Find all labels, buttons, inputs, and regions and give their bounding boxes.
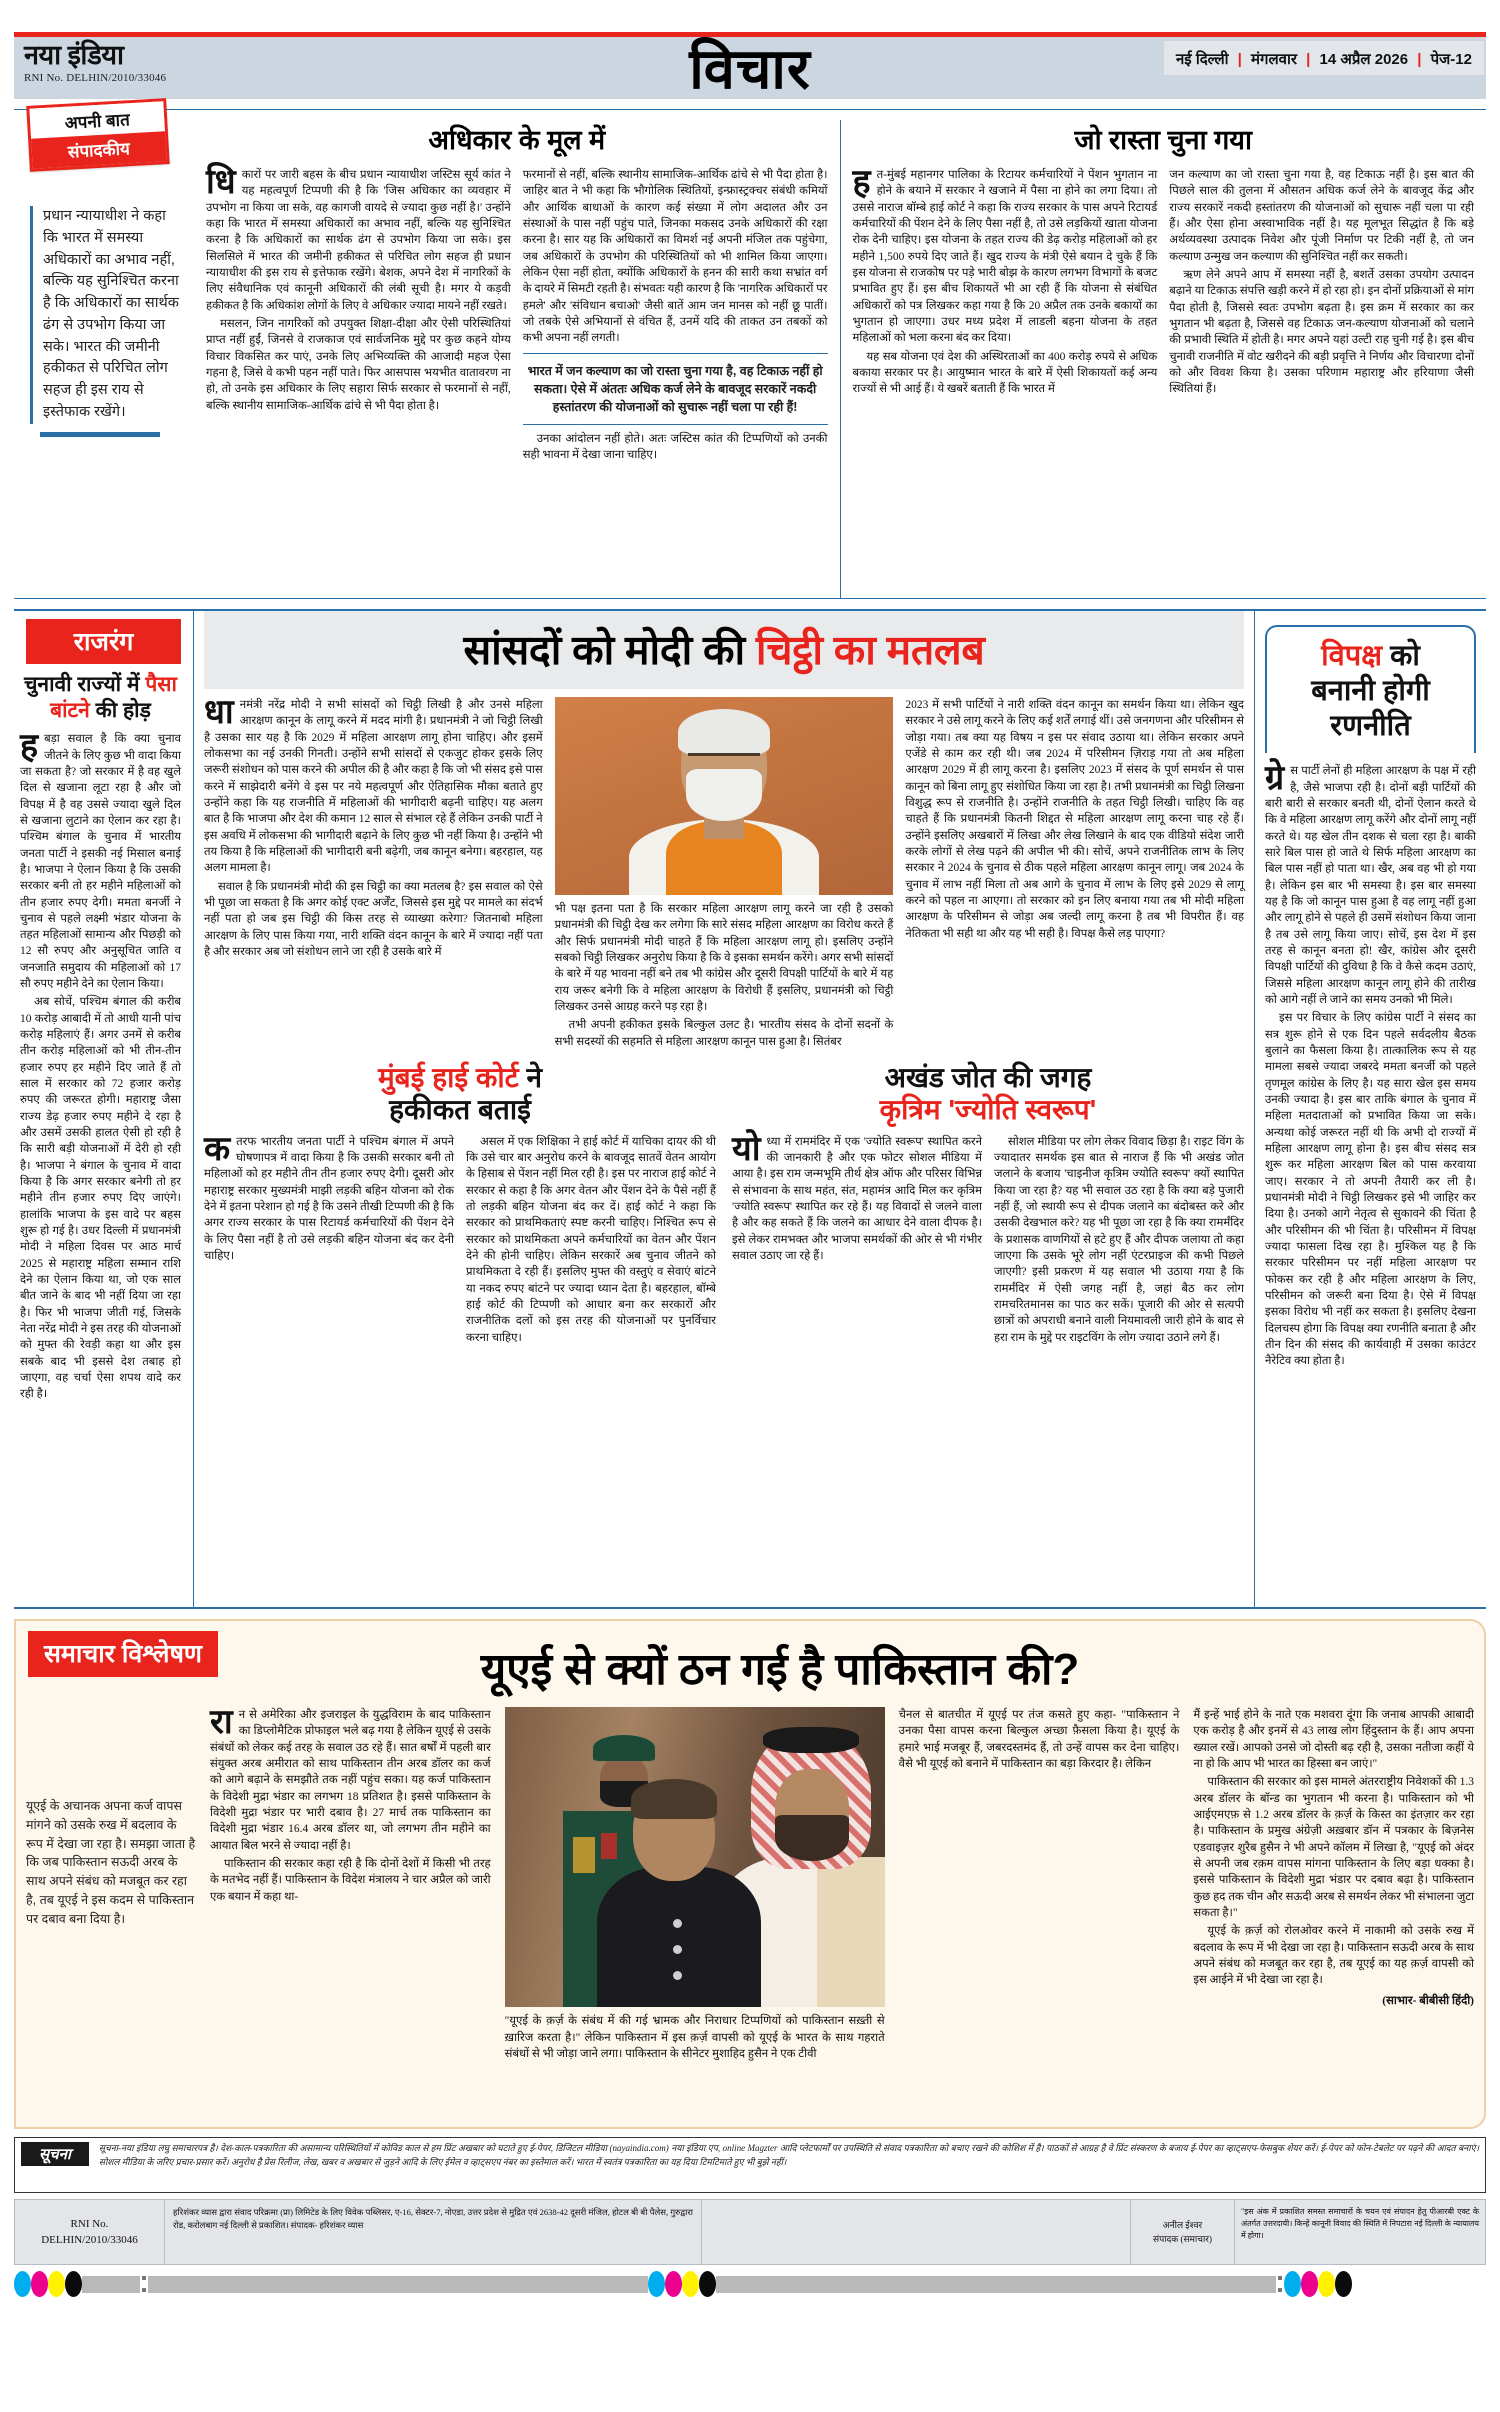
vipaksh-column	[1254, 611, 1486, 1607]
paragraph: चैनल से बातचीत में यूएई पर तंज कसते हुए कहा- "पाकिस्तान ने उनका पैसा वापस करना बिल्कुल अच्छा फ़ैसला किया है। यूएई के हमारे भाई मजबूर हैं, जबरदस्तमंद हैं, तो उन्हें वापस कर देना चाहिए। वैसे भी यूएई को बनाने में पाकिस्तान का बड़ा किरदार है। लेकिन	[898, 1709, 1180, 1770]
center-col-1	[204, 693, 543, 1052]
uae-pakistan-photo	[505, 1707, 885, 2007]
reg-tick	[140, 2274, 148, 2294]
paragraph: इस पर विचार के लिए कांग्रेस पार्टी ने संसद का सत्र शुरू होने से एक दिन पहले सर्वदलीय बैठक बुलाने का फैसला किया है। तात्कालिक रूप से यह मामला सबसे ज्यादा जबरदे ममता बनर्जी को पहले तृणमूल कांग्रेस के लिए है। यह सारा खेल इस समय उनकी ज्यादा है। इस बार ताकि बंगाल के चुनाव में महिला मतदाताओं को प्रभावित किया जा सके। अन्यथा कोई जरूरत नहीं थी कि अभी दो राज्यों में महिला आरक्षण लागू होना है। इस बीच संसद सत्र शुरू कर महिला आरक्षण बिल को पास करवाया जाए। सरकार ने तो अपनी तैयारी कर ली है। प्रधानमंत्री मोदी ने चिट्ठी लिखकर इसे भी जाहिर कर दिया है। उनको आगे नेतृत्व से सुकावने की चिंता है और परिसीमन की भी चिंता है। परिसीमन में विपक्ष ज्यादा फासला दिख रहा है। मुश्किल यह है कि सरकार परिसीमन पर नहीं महिला आरक्षण पर फोकस कर रही है और महिला आरक्षण के लिए, परिसीमन को जरूरी बना दिया है। ऐसे में विपक्ष इसका विरोध भी नहीं कर सकता है। इसलिए देखना दिलचस्प होगा कि विपक्ष क्या रणनीति बनाता है और तीन दिन की संसद की कार्यवाही में उसका काउंटर नैरेटिव क्या होता है।	[1265, 1012, 1476, 1368]
sub-right-headline	[732, 1062, 1244, 1126]
editorial-articles	[194, 110, 1486, 598]
vipaksh-headline-line2: बनानी होगी	[1311, 674, 1430, 707]
paragraph: हबड़ा सवाल है कि क्या चुनाव जीतने के लिए कुछ भी वादा किया जा सकता है? जो सरकार में है वह खुले दिल से खजाना लूटा रहा है और जो विपक्ष में है वह उससे ज्यादा खुले दिल से खजाना लुटाने का ऐलान कर रहा है। पश्चिम बंगाल के चुनाव में भारतीय जनता पार्टी ने इसकी नई मिसाल बनाई है। भाजपा ने ऐलान किया है कि उसकी सरकार बनी तो हर महीने महिलाओं को तीन हजार रुपए देगी। ममता बनर्जी ने चुनाव से पहले लक्ष्मी भंडार योजना के तहत महिलाओं सामान्य और पिछड़ी को 12 सौ रुपए और अनुसूचित जाति व जनजाति समुदाय की महिलाओं को 17 सौ रुपए महीने देने का ऐलान किया।	[20, 727, 181, 991]
reg-bar	[148, 2276, 648, 2293]
news-analysis-sidebar	[26, 1707, 196, 2063]
reg-dot-cyan	[648, 2271, 665, 2297]
photo-button	[673, 1971, 682, 1980]
vipaksh-headline-line3: रणनीति	[1330, 709, 1411, 742]
center-col-2	[555, 697, 894, 1052]
paragraph: 2023 में सभी पार्टियों ने नारी शक्ति वंदन कानून का समर्थन किया था। लेकिन खुद सरकार ने उसे लागू करने के लिए कई शर्तें लगाई थीं। उसे जनगणना और परिसीमन से जोड़ा गया। तब क्या यह विषय न इस पर संवाद उठाया था। लेकिन सरकार अपने एजेंडे से काम कर रही थी। जब 2024 में परिसीमन ज़िराड़ गया तो अब महिला आरक्षण 2029 में ही लागू करना है। इसलिए 2023 में संसद के पूर्ण समर्थन से पास कानून को बिना लागू हुए संशोधित किया जा रहा है। तभी प्रधानमंत्री का चिट्ठी लिखना विशुद्ध रूप से राजनीति है। उन्होंने राजनीति के तहत चिट्ठी लिखी। चाहिए कि वह चाहते हैं कि प्रधानमंत्री कितनी शिद्दत से महिला आरक्षण लागू करना चाह रहे हैं। उन्होंने इसलिए अखबारों में लिखा और लेख लिखाने के बाद एक वीडियो संदेश जारी करके लोगों से लेख पढ़ने की अपील भी की। सोचें, अपने राजनीतिक लाभ के लिए सरकार ने 2024 के चुनाव से ठीक पहले महिला आरक्षण कानून लागू। जब 2024 के चुनाव में लाभ नहीं मिला तो अब आगे के चुनाव में लाभ के लिए इसे 2029 से लागू करने को पहल ना आएगा। तो सरकार को इन लिए बनाया गया तब भी मोदी महिला आरक्षण के परिसीमन से जोड़ा अब जल्दी लागू करना है तब भी विपरीत हैं। वह नेतिकता भी सही था और यह भी सही है। विपक्ष कैसे लड़ पाएगा?	[905, 699, 1245, 940]
reg-dot-cyan	[14, 2271, 31, 2297]
editorial-article-2	[840, 120, 1487, 598]
photo-mbs-beard	[775, 1815, 849, 1861]
photo-mbs-agal	[763, 1727, 859, 1753]
paragraph: धानमंत्री नरेंद्र मोदी ने सभी सांसदों को चिट्ठी लिखी है और उनसे महिला आरक्षण कानून के लागू करने में मदद मांगी है। प्रधानमंत्री ने जो चिट्ठी लिखी है उसका सार यह है कि 2029 में महिला आरक्षण लागू होना चाहिए। और इसमें लोकसभा का नई उनकी गिनती। उन्होंने सभी सांसदों से एकजुट होकर इसके लिए जरूरी संशोधन को पास करने की अपील की है और कहा है कि जो भी संसद इसे पास करने में साझेदारी बनेंगे वे इस पर नये महत्वपूर्ण और ऐतिहासिक मौका बताते हुए उन्होंने कहा कि यह राजनीति में महिलाओं की भागीदारी बढ़नी चाहिए। यह अलग बात है कि भाजपा और देश की कमान 12 साल से संभाल रहे हैं लेकिन उनकी पार्टी ने इस अवधि में लोकसभा की भागीदारी बढ़ाने के लिए कुछ भी नहीं किया है। उन्होंने भी तय किया है कि महिलाओं की भागीदारी बनी बढ़ेगी, जब कानून बनेगा। बहरहाल, यह अलग मामला है।	[204, 693, 543, 875]
reg-dot-black	[1335, 2271, 1352, 2297]
editorial-1-columns	[206, 163, 828, 466]
news-analysis-tag: समाचार विश्लेषण	[28, 1631, 218, 1677]
photo-caption: "यूएई के क़र्ज़ के संबंध में की गई भ्रामक और निराधार टिप्पणियों को पाकिस्तान सख़्ती से ख़ारिज करता है।" लेकिन पाकिस्तान में इस क़र्ज़ वापसी को यूएई के भारत के साथ गहराते संबंधों से भी जोड़ा जाने लगा। पाकिस्तान के सीनेटर मुशाहिद हुसैन ने एक टीवी	[504, 2015, 885, 2061]
reg-bar	[82, 2276, 140, 2293]
vipaksh-headline	[1265, 625, 1476, 753]
paragraph: पाकिस्तान की सरकार को इस मामले अंतरराष्ट्रीय निवेशकों की 1.3 अरब डॉलर के बॉन्ड का भुगतान भी करना है। पाकिस्तान को भी आईएमएफ़ से 1.2 अरब डॉलर के क़र्ज़ के किस्त का इंतज़ार कर रहा है। पाकिस्तान के प्रमुख अंग्रेज़ी अख़बार डॉन में पत्रकार के बिज़नेस एडवाइज़र शुरैब हुसैन ने भी अपने कॉलम में लिखा है, "यूएई को अंदर से अपनी जब रक़म वापस मांगना पाकिस्तान के लिए बड़ा धक्का है। इससे पाकिस्तान के विदेशी मुद्रा भंडार पर दबाव बढ़ा है। पाकिस्तान कुछ हद तक चीन और सऊदी अरब से समर्थन लेकर भी संभालना जुटा सकता है।"	[1193, 1776, 1475, 1919]
paragraph: ऋण लेने अपने आप में समस्या नहीं है, बशर्ते उसका उपयोग उत्पादन बढ़ाने या टिकाऊ संपत्ति खड़ी करने में हो रहा हो। इन दोनों प्रक्रियाओं से मांग पैदा होती है, जिससे स्वतः उपभोग बढ़ता है। इस क्रम में सरकार का कर भुगतान भी बढ़ता है, जिससे वह टिकाऊ जन-कल्याण योजनाओं को चलाने की प्रभावी स्थिति में होती है। मगर अपने यहां उल्टी राह चुनी गई है। इस बीच चुनावी राजनीति में वोट खरीदने की बड़ी प्रवृत्ति ने निर्णय और विचारणा दोनों को और विवश किया है। उसका परिणाम महाराष्ट्र और हरियाणा जैसी स्थितियां हैं।	[1169, 268, 1474, 396]
editorial-1-pullquote: भारत में जन कल्याण का जो रास्ता चुना गया है, वह टिकाऊ नहीं हो सकता। ऐसे में अंततः अधिक कर्ज लेने के बावजूद सरकारें नकदी हस्तांतरण की योजनाओं को सुचारू नहीं चला पा रही हैं!	[523, 353, 828, 425]
center-headline-black: सांसदों को मोदी की	[463, 627, 756, 673]
vipaksh-headline-red: विपक्ष	[1321, 640, 1383, 672]
paragraph: यह सब योजना एवं देश की अस्थिरताओं का 400 करोड़ रुपये से अधिक बकाया सरकार पर है। आयुष्मान भारत के बारे में ऐसी शिकायतों कई अन्य राज्यों से भी आई हैं। ये खबरें बताती हैं कि भारत में	[852, 350, 1158, 396]
editorial-2-col-2	[1169, 167, 1474, 400]
sub-left-headline-tail: ने	[518, 1061, 543, 1093]
editorial-sidebar	[14, 110, 194, 598]
paragraph: मसलन, जिन नागरिकों को उपयुक्त शिक्षा-दीक्षा और ऐसी परिस्थितियां प्राप्त नहीं हुईं, जिनसे वे राजकाज एवं सार्वजनिक मुद्दे पर कुछ कहने योग्य विचार विकसित कर पाएं, उनके लिए अभिव्यक्ति की आजादी महज ऐसा गहना है, जिसे वे कभी पहन नहीं पाते। फिर आसपास भयभीत वातावरण ना हो, तो उनके इस अधिकार के लिए सहारा सिर्फ सरकार से फरमानों से नहीं, बल्कि स्थानीय सामाजिक-आर्थिक ढांचे से भी पैदा होता है।	[206, 317, 511, 412]
sub-right-headline-line2: कृत्रिम 'ज्योति स्वरूप'	[879, 1093, 1097, 1125]
reg-dot-magenta	[31, 2271, 48, 2297]
modi-photo	[555, 697, 894, 895]
sub-left-col-2	[466, 1134, 716, 1348]
reg-tick	[1276, 2274, 1284, 2294]
paragraph: योध्या में राममंदिर में एक 'ज्योति स्वरूप' स्थापित करने की जानकारी है और एक फोटर सोशल मीडिया में आया है। इस राम जन्मभूमि तीर्थ क्षेत्र ऑफ और परिसर विभिन्न से संभावना के साथ महंत, संत, महामंत्र आदि मिल कर कृत्रिम 'ज्योति स्वरूप' स्थापित कर रहे हैं। यह विवादों से जलने वाला है और कह सकते हैं कि जलने का आधार देने वाला दीपक है। इसे लेकर रामभक्त और भाजपा समर्थकों की ओर से भी गंभीर सवाल उठाए जा रहे हैं।	[732, 1129, 982, 1263]
editorial-headline-1: अधिकार के मूल में	[428, 125, 606, 155]
soochna-notice	[14, 2137, 1486, 2193]
paragraph: फरमानों से नहीं, बल्कि स्थानीय सामाजिक-आर्थिक ढांचे से भी पैदा होता है। जाहिर बात ने भी कहा कि भौगोलिक स्थितियों, इन्फ्रास्ट्रक्चर संबंधी कमियों और आर्थिक बाधाओं के कारण कई संख्या में लोग अदालत और उन संस्थाओं के पास नहीं पहुंच पाते, जिनका मकसद उनके अधिकारों की रक्षा करना है। सार यह कि अधिकारों का विमर्श नई अपनी मंजिल तक पहुंचेगा, जब अधिकारों के उपभोग की परिस्थितियों को भी शामिल किया जाएगा। लेकिन ऐसा नहीं होता, क्योंकि अधिकारों के हनन की सारी कथा सभ्रांत वर्ग के दायरे में सिमटी रहती है। संभवतः यही कारण है कि 'नागरिक अधिकारों पर हमले' और 'संविधान बचाओ' जैसी बातें आम जन मानस को नहीं छू पातीं। जो तबके ऐसे अभियानों से वंचित हैं, उनमें यदि की ताकत उन तबकों को कभी अपना नहीं लगती।	[522, 169, 828, 345]
paragraph: कतरफ भारतीय जनता पार्टी ने पश्चिम बंगाल में अपने घोषणापत्र में वादा किया है कि उसकी सरकार बनी तो महिलाओं को हर महीने तीन तीन हजार रुपए देगी। दूसरी ओर महाराष्ट्र सरकार मुख्यमंत्री माझी लड़की बहिन योजना को रोक देने में इतना परेशान हो गई है कि उसने तीखी टिप्पणी की है कि अगर राज्य सरकार के पास रिटायर्ड कर्मचारियों की पेंशन देने के लिए पैसा नहीं है तो उसे लड़की बहिन योजना बंद कर देनी चाहिए।	[204, 1129, 454, 1263]
masthead-rni: RNI No. DELHIN/2010/33046	[24, 72, 167, 85]
imprint-spacer	[701, 2200, 1131, 2264]
imprint-rni-value: DELHIN/2010/33046	[41, 2234, 138, 2246]
paragraph: पाकिस्तान की सरकार कहा रही है कि दोनों देशों में किसी भी तरह के मतभेद नहीं हैं। पाकिस्तान के विदेश मंत्रालय ने चार अप्रैल को जारी एक बयान में कहा था-	[210, 1857, 491, 1903]
rajrang-headline-red2: बांटने	[50, 698, 90, 722]
editorial-section	[14, 109, 1486, 599]
sub-left-col-1	[204, 1129, 454, 1348]
editorial-article-1	[194, 120, 840, 598]
imprint-bar	[14, 2199, 1486, 2265]
publication-logo: नया इंडिया	[24, 40, 124, 70]
news-analysis-col-3	[899, 1707, 1180, 2063]
rajrang-column	[14, 611, 194, 1607]
news-analysis-col-1	[210, 1703, 491, 2063]
reg-dot-magenta	[665, 2271, 682, 2297]
paragraph: असल में एक शिक्षिका ने हाई कोर्ट में याचिका दायर की थी कि उसे चार बार अनुरोध करने के बावजूद सातवें वेतन आयोग के हिसाब से पेंशन नहीं मिल रही है। इस पर नाराज हाई कोर्ट ने सरकार से कहा है कि अगर वेतन और पेंशन देने के पैसे नहीं हैं तो लड़की बहिन योजना बंद कर दें। हाई कोर्ट ने कहा कि सरकार को प्राथमिकताएं स्पष्ट करनी चाहिए। निश्चित रूप से सरकार को प्राथमिकता अपने कर्मचारियों का वेतन और पेंशन देने की होनी चाहिए। लेकिन सरकारें अब चुनाव जीतने को प्राथमिकता दे रही हैं। इसलिए मुफ्त की वस्तुएं व सेवाएं बांटने या नकद रुपए बांटने पर ज्यादा ध्यान देता है। बहरहाल, बॉम्बे हाई कोर्ट की टिप्पणी को आधार बना कर सरकारों और राजनीतिक दलों को इस तरह की योजनाओं पर पुनर्विचार करना चाहिए।	[466, 1135, 716, 1344]
editorial-2-col-1	[852, 163, 1158, 400]
editorial-badge	[26, 98, 169, 172]
edition-info	[1164, 41, 1484, 75]
editorial-headline-2: जो रास्ता चुना गया	[1074, 125, 1252, 155]
sub-left-columns	[204, 1129, 716, 1348]
news-analysis-col-4	[1193, 1707, 1474, 2063]
sub-article-right	[732, 1062, 1244, 1348]
middle-section	[14, 609, 1486, 1609]
center-columns	[204, 693, 1245, 1052]
news-analysis-byline: (साभार- बीबीसी हिंदी)	[1382, 1994, 1475, 2007]
news-analysis-section	[14, 1619, 1486, 2129]
rajrang-tag: राजरंग	[26, 619, 181, 664]
photo-beard	[686, 769, 762, 821]
editorial-pull-quote: प्रधान न्यायाधीश ने कहा कि भारत में समस्या अधिकारों का अभाव नहीं, बल्कि यह सुनिश्चित करना है कि अधिकारों का सार्थक ढंग से उपभोग किया जा सके। भारत की जमीनी हकीकत से परिचित लोग सहज ही इस राय से इस्तेफाक रखेंगे।	[30, 206, 180, 424]
photo-button	[673, 1945, 682, 1954]
vipaksh-headline-black: को	[1382, 640, 1420, 672]
sub-right-col-2	[994, 1134, 1244, 1348]
rajrang-headline-part1: चुनावी राज्यों में	[24, 673, 146, 696]
center-headline-red: चिट्ठी का मतलब	[755, 627, 985, 673]
imprint-editor-name: अनील ईश्वर	[1162, 2219, 1203, 2230]
imprint-disclaimer: "इस अंक में प्रकाशित समस्त समाचारों के चयन एवं संपादन हेतु पीआरबी एक्ट के अंतर्गत उत्तरदायी। किन्हें कानूनी विवाद की स्थिति में निपटारा नई दिल्ली के न्यायालय में होगा।	[1241, 2207, 1479, 2240]
news-analysis-headline: यूएई से क्यों ठन गई है पाकिस्तान की?	[480, 1645, 1080, 1694]
editorial-2-columns	[852, 163, 1475, 400]
paragraph: धिकारों पर जारी बहस के बीच प्रधान न्यायाधीश जस्टिस सूर्य कांत ने यह महत्वपूर्ण टिप्पणी की है कि 'जिस अधिकार का व्यवहार में उपभोग ना किया जा सके, वह कागजी वायदे से ज्यादा कुछ नहीं है।' उन्होंने कहा कि भारत में समस्या अधिकारों का अभाव नहीं, बल्कि यह सुनिश्चित करना है कि अधिकारों का सार्थक ढंग से उपभोग किया जा सके। इस सिलसिले में भारत की जमीनी हकीकत से परिचित लोग सहज ही प्रधान न्यायाधीश की इस राय से इत्तेफाक रखेंगे। बेशक, अपने देश में नागरिकों के लिए संवैधानिक एवं कानूनी अधिकारों की लंबी सूची है। मगर ये कड़वी हकीकत है कि अधिकांश लोगों के लिए वे अधिकार ज्यादा मायने नहीं रखते।	[206, 163, 511, 312]
center-sub-articles	[204, 1062, 1244, 1348]
reg-bar	[716, 2276, 1276, 2293]
imprint-editor	[1131, 2200, 1235, 2264]
paragraph: जन कल्याण का जो रास्ता चुना गया है, वह टिकाऊ नहीं है। इस बात की पिछले साल की तुलना में औसतन अधिक कर्ज लेने के बावजूद केंद्र और राज्य सरकारें नकदी हस्तांतरण की योजनाओं को सुचारू नहीं चला पा रही हैं। और ऐसा होना अस्वाभाविक नहीं है। यह मूलभूत सिद्धांत है कि बड़े अर्थव्यवस्था उत्पादक निवेश और पूंजी निर्माण पर टिकी नहीं है, तो जन कल्याण उन्मुख जन कल्याण की सुनिश्चित नहीं कर सकती।	[1169, 169, 1474, 263]
newspaper-page	[0, 32, 1500, 2412]
edition-sep-3: |	[1417, 51, 1422, 68]
sub-right-headline-line1: अखंड जोत की जगह	[884, 1061, 1092, 1093]
edition-city: नई दिल्ली	[1175, 51, 1229, 68]
paragraph: यूएई के क़र्ज़ को रोलओवर करने में नाकामी को उसके रुख में बदलाव के रूप में भी देखा जा रहा है। पाकिस्तान सऊदी अरब के साथ अपने संबंध को मजबूत कर रहा है, तब यूएई का यह क़र्ज़ वापसी को इस आईने में भी देखा जा रहा है।	[1193, 1925, 1475, 1987]
reg-dot-magenta	[1301, 2271, 1318, 2297]
editorial-badge-bottom: संपादकीय	[31, 131, 166, 168]
sub-right-columns	[732, 1129, 1244, 1348]
reg-dot-yellow	[682, 2271, 699, 2297]
paragraph: हत-मुंबई महानगर पालिका के रिटायर कर्मचारियों ने पेंशन भुगतान ना होने के बयाने में सरकार ने खजाने में पैसा ना होने का लगा दिया। तो उससे नाराज बॉम्बे हाई कोर्ट ने कहा कि राज्य सरकार के पास अपने रिटायर्ड कर्मचारियों की पेंशन देने के लिए पैसा नहीं है, तो उसे लड़कियों खाता योजना रोक देनी चाहिए। इस योजना के तहत राज्य की डेढ़ करोड़ महिलाओं को हर महीने 1,500 रुपये दिए जाते हैं। खुद राज्य के मंत्री ऐसे बयान दे चुके हैं कि इस योजना से राजकोष पर पड़े भारी बोझ के कारण लगभग विभागों के बजट प्रभावित हुए हैं। इस बीच शिकायतें भी आ रही हैं कि योजना से संबंधित अधिकारों को पत्र लिखकर कहा गया है कि 20 अप्रैल तक उनके बकायों का भुगतान हो जाएगा। उधर मध्य प्रदेश में लाडली बहना योजना के तहत महिलाओं को भला करना बंद कर दिया।	[852, 163, 1158, 345]
photo-guard-cap	[593, 1735, 655, 1761]
sub-right-col-1	[732, 1129, 982, 1348]
editorial-quote-underline	[40, 432, 160, 437]
news-analysis-body	[26, 1703, 1475, 2063]
masthead	[14, 37, 1486, 99]
paragraph: सवाल है कि प्रधानमंत्री मोदी की इस चिट्ठी का क्या मतलब है? इस सवाल को ऐसे भी पूछा जा सकता है कि अगर कोई एक्ट अर्जेंट, जिससे इस मुद्दे पर मामले का संदर्भ नहीं पता हो जब इस चिट्ठी की किस तरह से व्याख्या करेगा? जितनाबो महिला आरक्षण के लिए पास किया गया, नारी शक्ति वंदन कानून के बारे में ज्यादा नहीं पता है और सरकार अब जो संशोधन लाने जा रही है उसके बारे में	[204, 880, 543, 958]
edition-sep-2: |	[1306, 51, 1311, 68]
center-col-3	[905, 697, 1244, 1052]
registration-marks	[14, 2271, 1486, 2297]
center-headline	[204, 621, 1244, 677]
imprint-editor-role: संपादक (समाचार)	[1153, 2234, 1212, 2244]
rajrang-headline	[20, 672, 181, 723]
paragraph: भी पक्ष इतना पता है कि सरकार महिला आरक्षण लागू करने जा रही है उसको प्रधानमंत्री की चिट्ठी देख कर लगेगा कि सारे संसद महिला आरक्षण का विरोध करते हैं और सिर्फ प्रधानमंत्री मोदी चाहते हैं कि महिला आरक्षण लागू हो। इसलिए उन्होंने सबको चिट्ठी लिखकर अनुरोध किया है कि वे इसका समर्थन करेंगे। अगर सभी सांसदों के बारे में यह भावना नहीं बने तब भी कांग्रेस और दूसरी विपक्षी पार्टियों के बारे में यह राय जरूर बनेगी कि वे महिला आरक्षण के विरोधी हैं इसलिए, प्रधानमंत्री को चिट्ठी लिखकर उनसे आग्रह करने पड़ रहा है।	[554, 903, 894, 1013]
photo-pm-hair	[631, 1779, 717, 1819]
sub-left-headline-red: मुंबई हाई कोर्ट	[377, 1061, 519, 1093]
editorial-1-col-2	[523, 167, 828, 466]
edition-page: पेज-12	[1430, 51, 1472, 68]
imprint-text: हरिशंकर व्यास द्वारा संवाद परिक्रमा (प्रा) लिमिटेड के लिए विवेक पब्लिसर, ए-16, सेक्टर-7, नोएडा, उत्तर प्रदेश से मुद्रित एवं 2638-42 दूसरी मंजिल, होटल बी बी पैलेस, गुरुद्वारा रोड, करोलबाग नई दिल्ली से प्रकाशित। संपादक- हरिशंकर व्यास	[173, 2207, 693, 2231]
sub-left-headline	[204, 1062, 716, 1126]
soochna-tag: सूचना	[21, 2142, 89, 2166]
section-title: विचार	[689, 37, 811, 100]
photo-guard-badge	[601, 1833, 617, 1859]
reg-dot-yellow	[48, 2271, 65, 2297]
reg-dot-black	[65, 2271, 82, 2297]
edition-date: 14 अप्रैल 2026	[1319, 51, 1409, 68]
paragraph: सोशल मीडिया पर लोग लेकर विवाद छिड़ा है। राइट विंग के ज्यादातर समर्थक इस बात से नाराज हैं कि भी अखंड जोत जलाने के बजाय 'चाइनीज कृत्रिम ज्योति स्वरूप' क्यों स्थापित किया जा रहा है? यह भी सवाल उठ रहा है कि क्या बड़े पुजारी नहीं हैं, जो स्थायी रूप से दीपक जलाने का बंदोबस्त करे और उसकी देखभाल करे? यह भी पूछा जा रहा है कि क्या रामर्मंदिर के प्रशासक वाणगियों से हटे हुए हैं और दीपक जलाया तो कहा जाएगा कि उसके भूरे लोग नहीं एंटरप्राइज की कभी पिछले जाएगी? इसी प्रकरण में यह सवाल भी उठाया गया है कि रामर्मंदिर में ऐसी जगह नहीं है, जहां बैठ कर लोग रामचरितमानस का पाठ कर सकें। पूजारी की ओर से सत्यपी छात्रों को अपराधी बनाने वाली नियमावली जारी होने के बाद से हरा राम के मुद्दे पर राइटविंग के लोग ज्यादा उठाने लगे हैं।	[994, 1135, 1244, 1344]
paragraph: उनका आंदोलन नहीं होते। अतः जस्टिस कांत की टिप्पणियों को उनकी सही भावना में देखा जाना चाहिए।	[522, 432, 828, 462]
sub-left-headline-line2: हकीकत बताई	[389, 1093, 531, 1125]
sub-article-left	[204, 1062, 716, 1348]
paragraph: ग्रेस पार्टी लेनों ही महिला आरक्षण के पक्ष में रही है, जैसे भाजपा रही है। दोनों बड़ी पार्टियों की बारी बारी से सरकार बनती थी, दोनों ऐलान करते थे कि वे महिला आरक्षण लागू करेंगे और दोनों लागू नहीं करते थे। यह खेल तीन दशक से चला रहा है। बाकी सारे बिल पास हो जाते थे सिर्फ महिला आरक्षण का बिल पास नहीं हो पाता था। खैर, अब वह भी हो गया है। लेकिन इस बार भी समस्या है। इस बार समस्या यह है कि जो कानून पास हुआ है वह लागू नहीं हुआ और लागू होने से पहले ही उसमें संशोधन किया जाना है तब उसे लागू किया जाए। सोचें, इस देश में इस तरह से कानून बनता हो! खैर, कांग्रेस और दूसरी विपक्षी पार्टियों की दुविधा है कि वे कैसे कदम उठाएं, जिससे महिला आरक्षण कानून लागू होने की तारीख को आगे नहीं ले जाने का समय उनको भी मिले।	[1265, 759, 1476, 1006]
photo-glasses	[688, 753, 760, 766]
reg-dot-black	[699, 2271, 716, 2297]
photo-pm-body	[597, 1867, 761, 2007]
reg-dot-cyan	[1284, 2271, 1301, 2297]
editorial-badge-top: अपनी बात	[29, 101, 164, 138]
imprint-rni	[15, 2200, 165, 2264]
paragraph: मैं इन्हें भाई होने के नाते एक मशवरा दूंगा कि जनाब आपकी आबादी एक करोड़ है और इनमें से 43 लाख लोग हिंदुस्तान के हैं। आप अपना ख्याल रखें। आपको उनसे जो दोस्ती बढ़ रही है, उसका नतीजा कहीं ये ना हो कि आप भी भारत का हिस्सा बन जाएं।"	[1193, 1709, 1475, 1770]
news-analysis-photo-col	[505, 1707, 885, 2063]
reg-dot-yellow	[1318, 2271, 1335, 2297]
photo-guard-medal	[573, 1837, 595, 1873]
photo-mbs-bisht	[817, 1857, 885, 2007]
paragraph: अब सोचें, पश्चिम बंगाल की करीब 10 करोड़ आबादी में तो आधी यानी पांच करोड़ महिलाएं हैं। अगर उनमें से करीब तीन करोड़ महिलाओं को भी तीन-तीन हजार रुपए हर महीने दिए जाते हैं तो साल में सरकार को 72 हजार करोड़ रुपए की जरूरत होगी। महाराष्ट्र जैसा राज्य डेढ़ हजार रुपए महीने दे रहा है और उसमें उसकी हालत ऐसी हो रही है कि सारी बड़ी योजनाओं में देरी हो रही है। भाजपा ने बंगाल के चुनाव में वादा किया है कि अगर सरकार बनेगी तो हर महीने तीन हजार रुपए दिए जाएंगे। हालांकि भाजपा के इस वादे पर बहस शुरू हो गई है। उधर दिल्ली में प्रधानमंत्री मोदी ने महिला दिवस पर आठ मार्च 2025 से महाराष्ट्र महिला सम्मान राशि देने का ऐलान किया था, जो एक साल बीत जाने के बाद भी नहीं दिया जा रहा है। फिर भी भाजपा जीती गई, जिसके नेता नरेंद्र मोदी ने इस तरह की योजनाओं को मुफ्त की रेवड़ी कहा था और इस सबके बाद भी इससे देश तबाह हो जाएगा, वह चर्चा ऐसा शपथ वादे कर रही है।	[20, 996, 181, 1401]
edition-day: मंगलवार	[1251, 51, 1297, 68]
paragraph: रान से अमेरिका और इजराइल के युद्धविराम के बाद पाकिस्तान का डिप्लोमैटिक प्रोफाइल भले बढ़ गया है लेकिन यूएई से उसके संबंधों को लेकर कई तरह के सवाल उठ रहे हैं। सात बर्षों में पहली बार संयुक्त अरब अमीरात को साथ पाकिस्तान तीन अरब डॉलर का कर्ज को आगे बढ़ाने के समझौते तक नहीं पहुंच सका। यह कर्ज पाकिस्तान के विदेशी मुद्रा भंडार का लगभग 18 प्रतिशत है। इससे पाकिस्तान के विदेशी मुद्रा भंडार पर भारी दबाव है। 27 मार्च तक पाकिस्तान का विदेशी मुद्रा भंडार 16.4 अरब डॉलर था, जो लगभग तीन महीने का आयात बिल भरने से ज्यादा नहीं है।	[210, 1703, 491, 1852]
imprint-rni-label: RNI No.	[70, 2217, 109, 2230]
edition-sep-1: |	[1237, 51, 1242, 68]
photo-button	[673, 1919, 682, 1928]
masthead-left	[14, 37, 166, 84]
paragraph: तभी अपनी हकीकत इसके बिल्कुल उलट है। भारतीय संसद के दोनों सदनों के सभी सदस्यों की सहमति से महिला आरक्षण कानून पास हुआ है। सितंबर	[554, 1019, 894, 1048]
photo-hair	[678, 709, 770, 755]
rajrang-headline-red1: पैसा	[145, 673, 177, 696]
editorial-1-col-1	[206, 163, 511, 466]
news-analysis-pull-quote: यूएई के अचानक अपना कर्ज वापस मांगने को उसके रुख में बदलाव के रूप में देखा जा रहा है। समझा जाता है कि जब पाकिस्तान सऊदी अरब के साथ अपने संबंध को मजबूत कर रहा है, तब यूएई ने इस कदम से पाकिस्तान पर दबाव बना दिया है।	[26, 1799, 196, 1926]
rajrang-headline-part2: की होड़	[89, 698, 151, 722]
center-column	[194, 611, 1254, 1607]
center-headline-wrap	[204, 611, 1244, 689]
soochna-text: सूचना-नया इंडिया लघु समाचारपत्र है। देश-काल-पत्रकारिता की असामान्य परिस्थितियों में कोविड काल से हम प्रिंट अखबार को घटाते हुए ई-पेपर, डिजिटल मीडिया (nayaindia.com) नया इंडिया एप, online Magzter आदि प्लेटफार्मों पर उपस्थिति से संवाद पत्रकारिता को बचाए रखने की कोशिश में है। पाठकों से आग्रह है वे प्रिंट संस्करण के बजाय ई-पेपर का व्हाट्सएप-फेसबुक शेयर करें। ई-पेपर को फोन-टेबलेट पर पढ़ने की आदत बनाएं। सोशल मीडिया के जरिए प्रचार-प्रसार करें। अनुरोध है प्रेस रिलीज, लेख, खबर व अखबार से जुड़ने आदि के लिए ईमेल व व्हाट्सएप नंबर का इस्तेमाल करें। भारत में स्वतंत्र पत्रकारिता का यह दिया टिमटिमाते हुए भी बुझे नहीं।	[98, 2143, 1479, 2167]
